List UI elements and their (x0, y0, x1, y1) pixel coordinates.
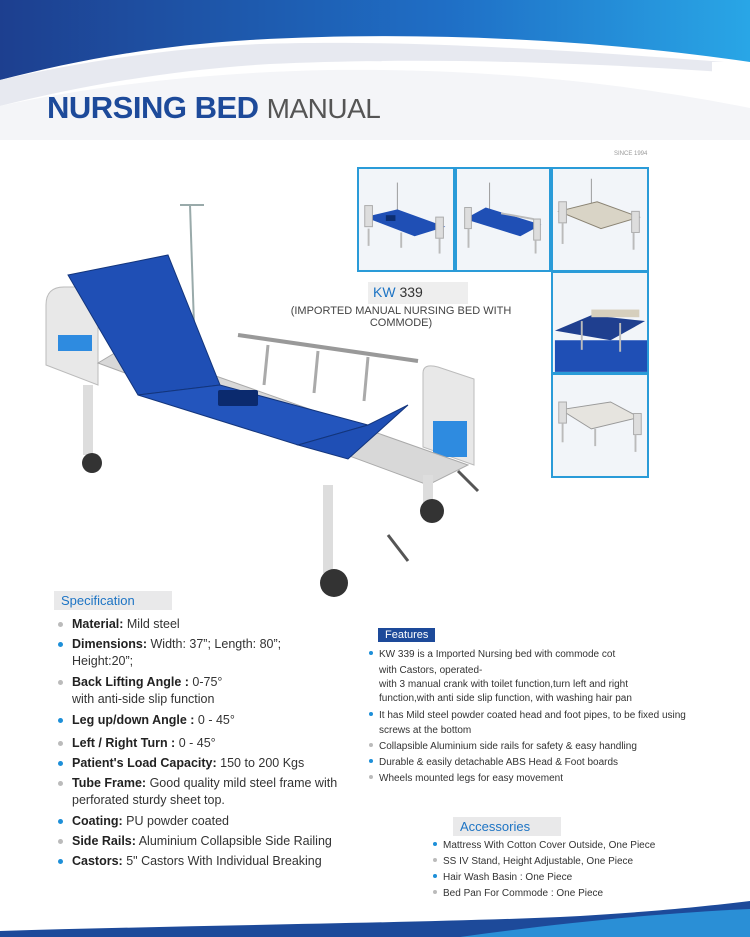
feature-item (369, 648, 615, 662)
spec-value: Width: 37”; Length: 80”; (150, 637, 282, 651)
item-text: Wheels mounted legs for easy movement (379, 773, 563, 784)
accessory-item (433, 855, 633, 869)
spec-item (56, 755, 304, 772)
feature-item (369, 692, 632, 706)
spec-value: 0-75° (192, 675, 223, 689)
accessory-item (433, 839, 655, 853)
spec-item (56, 674, 222, 691)
spec-item (56, 853, 322, 870)
spec-value: Height:20”; (72, 654, 134, 668)
spec-label: Left / Right Turn : (72, 736, 176, 750)
spec-item (56, 712, 235, 729)
bullet-icon (433, 874, 437, 878)
page-title (47, 90, 380, 126)
item-text: Bed Pan For Commode : One Piece (443, 888, 604, 899)
spec-item (56, 792, 225, 809)
item-text: It has Mild steel powder coated head and foot pipes, to be fixed using (379, 710, 686, 721)
spec-value: Aluminium Collapsible Side Railing (138, 834, 332, 848)
bullet-icon (58, 839, 63, 844)
spec-label: Side Rails: (72, 834, 136, 848)
item-text: Mattress With Cotton Cover Outside, One Piece (443, 840, 656, 851)
accessories-heading: Accessories (453, 817, 561, 836)
spec-label: Coating: (72, 814, 123, 828)
spec-value: with anti-side slip function (72, 692, 215, 706)
feature-item (369, 709, 686, 723)
bullet-icon (433, 842, 437, 846)
spec-label: Tube Frame: (72, 776, 147, 790)
bed-thumbnail-5 (551, 373, 649, 478)
spec-value: 150 to 200 Kgs (220, 756, 305, 770)
bullet-icon (433, 858, 437, 862)
model-number: 339 (399, 284, 423, 300)
product-subtitle: (IMPORTED MANUAL NURSING BED WITH COMMODE) (290, 305, 512, 329)
spec-value: 0 - 45° (178, 736, 216, 750)
features-heading: Features (378, 628, 435, 642)
item-text: function,with anti side slip function, with washing hair pan (379, 693, 632, 704)
item-text: Hair Wash Basin : One Piece (443, 872, 573, 883)
bullet-icon (369, 743, 373, 747)
feature-item (369, 772, 563, 786)
item-text: SS IV Stand, Height Adjustable, One Piece (443, 856, 634, 867)
bullet-icon (58, 781, 63, 786)
item-text: Collapsible Aluminium side rails for safety & easy handling (379, 741, 637, 752)
title-bold: NURSING BED (47, 90, 259, 125)
spec-item (56, 775, 337, 792)
specification-heading: Specification (54, 591, 172, 610)
spec-value: 5" Castors With Individual Breaking (126, 854, 322, 868)
bullet-icon (58, 718, 63, 723)
bullet-icon (58, 622, 63, 627)
bullet-icon (58, 642, 63, 647)
bullet-icon (58, 761, 63, 766)
spec-item (56, 653, 133, 670)
spec-value: perforated sturdy sheet top. (72, 793, 225, 807)
item-text: Durable & easily detachable ABS Head & Foot boards (379, 757, 619, 768)
spec-label: Material: (72, 617, 124, 631)
title-light: MANUAL (266, 93, 381, 124)
spec-item (56, 833, 332, 850)
nursing-bed-image (28, 195, 498, 615)
item-text: KW 339 is a Imported Nursing bed with commode cot (379, 649, 616, 660)
bed-thumbnail-4 (551, 271, 649, 374)
spec-item (56, 636, 281, 653)
spec-value: PU powder coated (126, 814, 230, 828)
item-text: with 3 manual crank with toilet function,turn left and right (379, 679, 629, 690)
feature-item (369, 678, 628, 692)
bullet-icon (369, 651, 373, 655)
spec-label: Castors: (72, 854, 123, 868)
spec-label: Patient's Load Capacity: (72, 756, 217, 770)
feature-item (369, 740, 637, 754)
feature-item (369, 664, 482, 678)
model-prefix: KW (373, 284, 396, 300)
feature-item (369, 756, 618, 770)
bullet-icon (58, 741, 63, 746)
spec-item (56, 735, 216, 752)
bullet-icon (58, 819, 63, 824)
bullet-icon (58, 680, 63, 685)
bullet-icon (433, 890, 437, 894)
feature-item (369, 724, 471, 738)
item-text: screws at the bottom (379, 725, 472, 736)
spec-label: Dimensions: (72, 637, 148, 651)
spec-item (56, 691, 214, 708)
spec-value: Good quality mild steel frame with (149, 776, 338, 790)
bullet-icon (369, 759, 373, 763)
spec-value: Mild steel (126, 617, 180, 631)
bed-thumbnail-3 (551, 167, 649, 272)
spec-item (56, 616, 180, 633)
spec-label: Leg up/down Angle : (72, 713, 195, 727)
since-text: SINCE 1994 (614, 151, 648, 157)
item-text: with Castors, operated- (379, 665, 483, 676)
spec-label: Back Lifting Angle : (72, 675, 189, 689)
spec-item (56, 813, 229, 830)
bullet-icon (369, 712, 373, 716)
footer-wave-graphic (0, 897, 750, 937)
spec-value: 0 - 45° (197, 713, 235, 727)
accessory-item (433, 871, 572, 885)
bullet-icon (58, 859, 63, 864)
bullet-icon (369, 775, 373, 779)
